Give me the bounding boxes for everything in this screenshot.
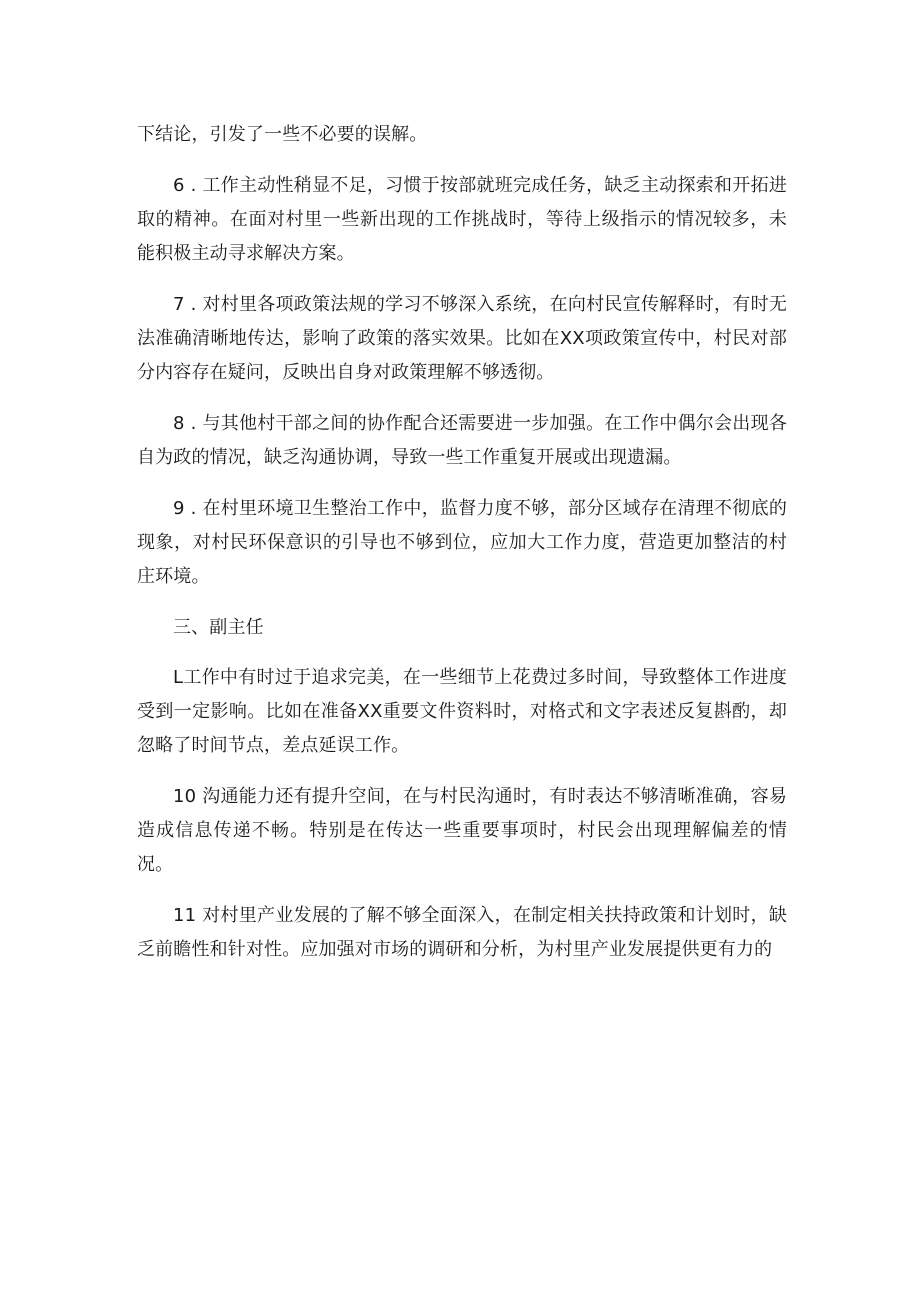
section-heading: 三、副主任 [173, 617, 264, 638]
paragraph-item-9: 9 . 在村里环境卫生整治工作中，监督力度不够，部分区域存在清理不彻底的现象，对村民环保意识的引导也不够到位，应加大工作力度，营造更加整洁的村庄环境。 [137, 498, 787, 587]
paragraph-item-6: 6 . 工作主动性稍显不足，习惯于按部就班完成任务，缺乏主动探索和开拓进取的精神。在面对村里一些新出现的工作挑战时，等待上级指示的情况较多，未能积极主动寻求解决方案。 [137, 175, 787, 264]
paragraph-item-l: L工作中有时过于追求完美，在一些细节上花费过多时间，导致整体工作进度受到一定影响。比如在准备XX重要文件资料时，对格式和文字表述反复斟酌，却忽略了时间节点，差点延误工作。 [137, 667, 787, 756]
paragraph-continuation: 下结论，引发了一些不必要的误解。 [137, 124, 428, 145]
paragraph-item-11: 11 对村里产业发展的了解不够全面深入，在制定相关扶持政策和计划时，缺乏前瞻性和针对性。应加强对市场的调研和分析，为村里产业发展提供更有力的 [137, 905, 787, 960]
document-body [137, 118, 787, 984]
paragraph-item-10: 10 沟通能力还有提升空间，在与村民沟通时，有时表达不够清晰准确，容易造成信息传递不畅。特别是在传达一些重要事项时，村民会出现理解偏差的情况。 [137, 786, 787, 875]
paragraph-item-7: 7 . 对村里各项政策法规的学习不够深入系统，在向村民宣传解释时，有时无法准确清晰地传达，影响了政策的落实效果。比如在XX项政策宣传中，村民对部分内容存在疑问，反映出自身对政策理解不够透彻。 [137, 294, 787, 383]
paragraph-item-8: 8 . 与其他村干部之间的协作配合还需要进一步加强。在工作中偶尔会出现各自为政的情况，缺乏沟通协调，导致一些工作重复开展或出现遗漏。 [137, 413, 787, 468]
